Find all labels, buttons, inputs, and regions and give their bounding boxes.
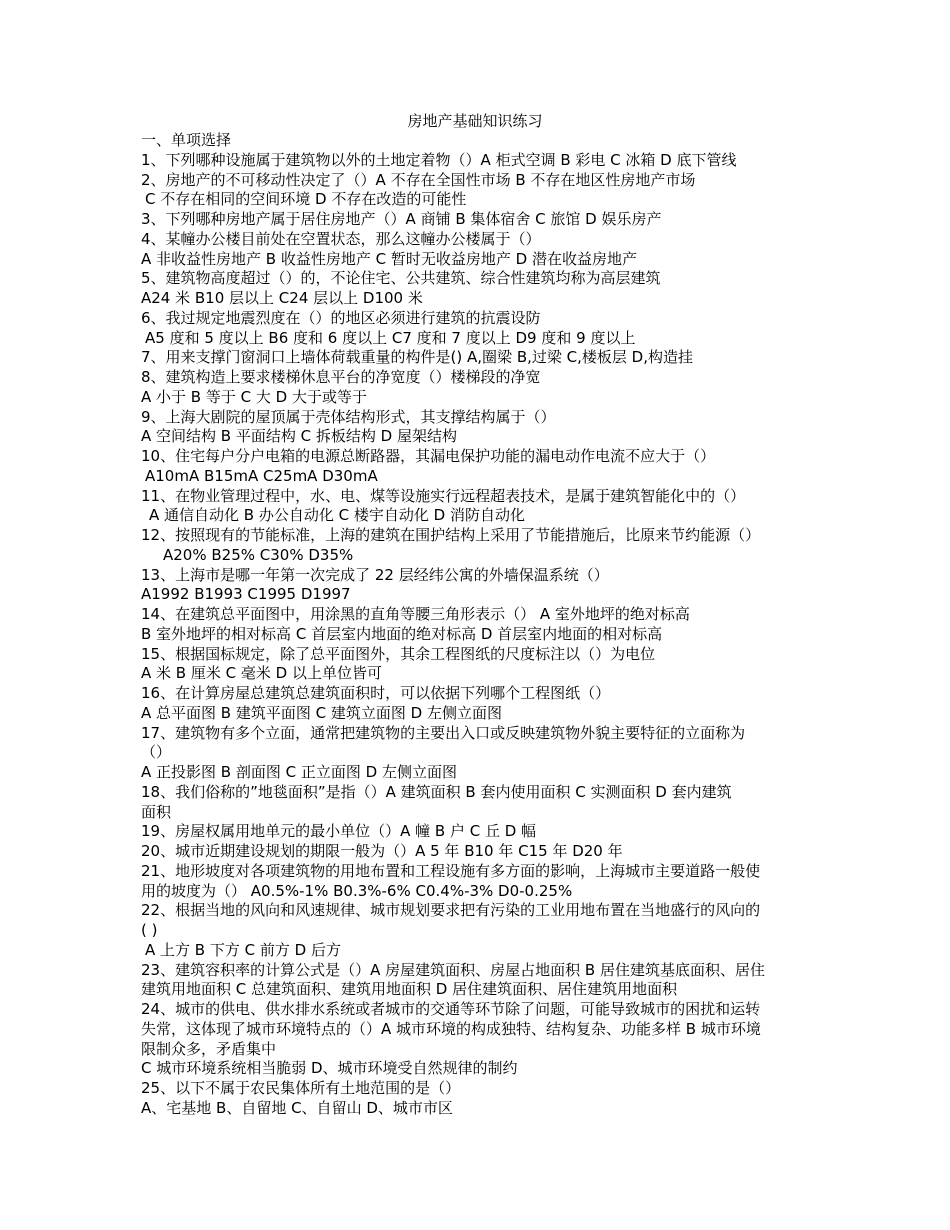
question-line: 15、根据国标规定，除了总平面图外，其余工程图纸的尺度标注以（）为电位 (141, 644, 656, 663)
options-line: A 空间结构 B 平面结构 C 拆板结构 D 屋架结构 (141, 427, 457, 446)
question-line: 6、我过规定地震烈度在（）的地区必须进行建筑的抗震设防 (141, 308, 541, 327)
document-body (141, 131, 816, 1119)
question-line: 14、在建筑总平面图中，用涂黑的直角等腰三角形表示（） A 室外地坪的绝对标高 (141, 605, 690, 623)
question-line: 22、根据当地的风向和风速规律、城市规划要求把有污染的工业用地布置在当地盛行的风向的 (141, 901, 761, 920)
question-line: 7、用来支撑门窗洞口上墙体荷载重量的构件是() A,圈梁 B,过梁 C,楼板层 D,构造挂 (141, 348, 693, 367)
options-line: A 通信自动化 B 办公自动化 C 楼宇自动化 D 消防自动化 (149, 506, 525, 525)
question-line: 13、上海市是哪一年第一次完成了 22 层经纬公寓的外墙保温系统（） (141, 565, 609, 584)
options-line: A、宅基地 B、自留地 C、自留山 D、城市市区 (141, 1098, 453, 1117)
question-line: 19、房屋权属用地单元的最小单位（）A 幢 B 户 C 丘 D 幅 (141, 822, 537, 841)
options-line: A 米 B 厘米 C 毫米 D 以上单位皆可 (141, 664, 382, 683)
question-line: 17、建筑物有多个立面，通常把建筑物的主要出入口或反映建筑物外貌主要特征的立面称为 (141, 723, 746, 742)
options-line: A 上方 B 下方 C 前方 D 后方 (145, 940, 341, 959)
options-line: A 非收益性房地产 B 收益性房地产 C 暂时无收益房地产 D 潜在收益房地产 (141, 249, 637, 268)
options-line: A20% B25% C30% D35% (163, 545, 354, 564)
question-line: 1、下列哪种设施属于建筑物以外的土地定着物（）A 柜式空调 B 彩电 C 冰箱 D 底下管线 (141, 150, 737, 169)
question-line: 10、住宅每户分户电箱的电源总断路器，其漏电保护功能的漏电动作电流不应大于（） (141, 447, 716, 465)
options-line: C 城市环境系统相当脆弱 D、城市环境受自然规律的制约 (141, 1059, 518, 1078)
question-line: 25、以下不属于农民集体所有土地范围的是（） (141, 1079, 461, 1097)
options-line: A 总平面图 B 建筑平面图 C 建筑立面图 D 左侧立面图 (141, 703, 502, 722)
question-line: 9、上海大剧院的屋顶属于壳体结构形式，其支撑结构属于（） (141, 407, 556, 426)
question-line: 2、房地产的不可移动性决定了（）A 不存在全国性市场 B 不存在地区性房地产市场 (141, 170, 696, 189)
question-line: 8、建筑构造上要求楼梯休息平台的净宽度（）楼梯段的净宽 (141, 368, 541, 386)
options-line: A5 度和 5 度以上 B6 度和 6 度以上 C7 度和 7 度以上 D9 度和 9 度以上 (145, 328, 636, 347)
page-title: 房地产基础知识练习 (407, 112, 543, 130)
question-line: 21、地形坡度对各项建筑物的用地布置和工程设施有多方面的影响，上海城市主要道路一般使 (141, 861, 761, 880)
options-line: A10mA B15mA C25mA D30mA (145, 466, 378, 485)
options-line: C 不存在相同的空间环境 D 不存在改造的可能性 (145, 190, 467, 209)
question-line: （） (141, 743, 172, 762)
options-line: A1992 B1993 C1995 D1997 (141, 585, 351, 604)
question-line: 用的坡度为（） A0.5%-1% B0.3%-6% C0.4%-3% D0-0.25% (141, 881, 573, 900)
question-line: 面积 (141, 802, 172, 821)
question-line: 5、建筑物高度超过（）的，不论住宅、公共建筑、综合性建筑均称为高层建筑 (141, 269, 661, 288)
options-line: A 正投影图 B 剖面图 C 正立面图 D 左侧立面图 (141, 763, 457, 781)
question-line: 20、城市近期建设规划的期限一般为（）A 5 年 B10 年 C15 年 D20 年 (141, 842, 623, 860)
question-line: 23、建筑容积率的计算公式是（）A 房屋建筑面积、房屋占地面积 B 居住建筑基底面积、居住 (141, 960, 765, 979)
question-line: ( ) (141, 921, 158, 939)
question-line: 24、城市的供电、供水排水系统或者城市的交通等环节除了问题，可能导致城市的困扰和运转 (141, 1000, 761, 1018)
question-line: 失常，这体现了城市环境特点的（）A 城市环境的构成独特、结构复杂、功能多样 B 城市环境 (141, 1019, 761, 1038)
question-line: 18、我们俗称的”地毯面积”是指（）A 建筑面积 B 套内使用面积 C 实测面积 D 套内建筑 (141, 782, 732, 801)
options-line: B 室外地坪的相对标高 C 首层室内地面的绝对标高 D 首层室内地面的相对标高 (141, 624, 663, 643)
section-heading: 一、单项选择 (141, 131, 232, 149)
question-line: 4、某幢办公楼目前处在空置状态，那么这幢办公楼属于（） (141, 229, 541, 248)
question-line: 11、在物业管理过程中，水、电、煤等设施实行远程超表技术，是属于建筑智能化中的（） (141, 486, 746, 505)
options-line: A 小于 B 等于 C 大 D 大于或等于 (141, 387, 367, 406)
options-line: A24 米 B10 层以上 C24 层以上 D100 米 (141, 289, 423, 307)
question-line: 3、下列哪种房地产属于居住房地产（）A 商铺 B 集体宿舍 C 旅馆 D 娱乐房产 (141, 210, 662, 228)
question-line: 建筑用地面积 C 总建筑面积、建筑用地面积 D 居住建筑面积、居住建筑用地面积 (141, 980, 678, 999)
question-line: 12、按照现有的节能标准，上海的建筑在围护结构上采用了节能措施后，比原来节约能源（） (141, 526, 761, 544)
question-line: 16、在计算房屋总建筑总建筑面积时，可以依据下列哪个工程图纸（） (141, 684, 611, 702)
question-line: 限制众多，矛盾集中 (141, 1039, 277, 1058)
